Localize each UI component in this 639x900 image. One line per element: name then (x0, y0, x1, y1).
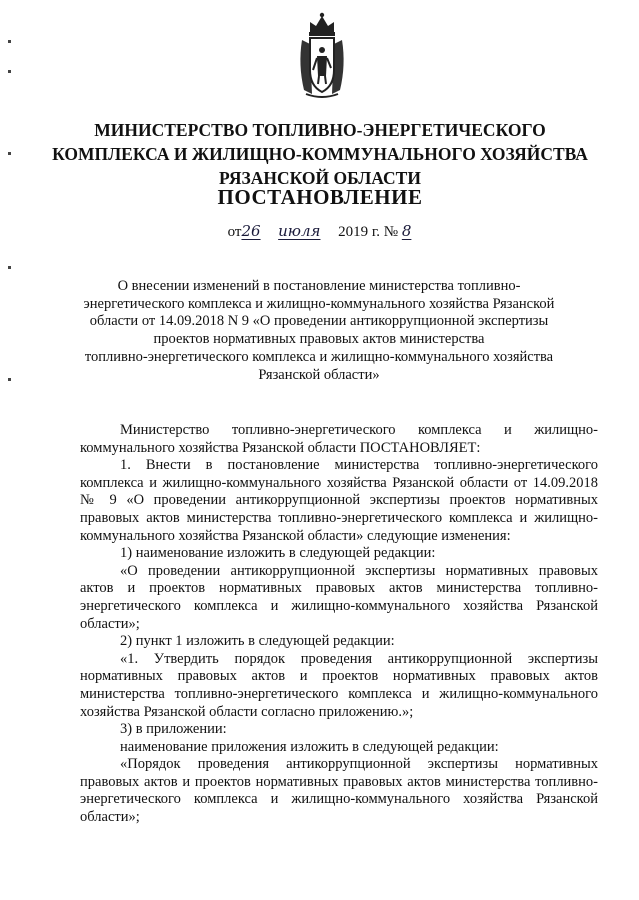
body-paragraph: 1. Внести в постановление министерства топливно-энергетического комплекса и жилищно-коммунального хозяйства Рязанской области от 14.09.2018 № 9 «О проведении антикоррупционной экспертизы проектов нормативных правовых актов министерства топливно-энергетического комплекса и жилищно-коммунального хозяйства Рязанской области» следующие изменения: (80, 457, 598, 544)
scan-mark (8, 266, 11, 269)
ministry-line: МИНИСТЕРСТВО ТОПЛИВНО-ЭНЕРГЕТИЧЕСКОГО (94, 120, 546, 140)
document-body (80, 422, 598, 827)
subject-line: энергетического комплекса и жилищно-коммунального хозяйства Рязанской (83, 295, 555, 312)
document-number-handwritten: 8 (401, 222, 412, 240)
date-year-label: 2019 г. № (338, 224, 399, 240)
body-paragraph: «О проведении антикоррупционной экспертизы нормативных правовых актов и проектов нормативных правовых актов министерства топливно-энергетического комплекса и жилищно-коммунального хозяйства Рязанской области»; (80, 562, 598, 632)
date-day-handwritten: 26 (241, 222, 261, 240)
date-number-line (0, 222, 639, 241)
subject-line: области от 14.09.2018 N 9 «О проведении антикоррупционной экспертизы (89, 313, 549, 330)
document-subject (78, 278, 560, 384)
body-paragraph: 2) пункт 1 изложить в следующей редакции: (120, 633, 395, 650)
ministry-line: КОМПЛЕКСА И ЖИЛИЩНО-КОММУНАЛЬНОГО ХОЗЯЙСТВА (52, 144, 588, 164)
scan-mark (8, 378, 11, 381)
body-paragraph: 3) в приложении: (120, 721, 227, 738)
subject-line: топливно-энергетического комплекса и жилищно-коммунального хозяйства (84, 348, 554, 365)
subject-line: Рязанской области» (258, 366, 380, 383)
subject-line: проектов нормативных правовых актов министерства (153, 331, 485, 348)
body-paragraph: 1) наименование изложить в следующей редакции: (120, 545, 436, 562)
date-month-handwritten: июля (278, 222, 321, 240)
body-paragraph: «1. Утвердить порядок проведения антикоррупционной экспертизы нормативных правовых актов и проектов нормативных правовых актов министерства топливно-энергетического комплекса и жилищно-коммунального хозяйства Рязанской области согласно приложению.»; (80, 650, 598, 720)
body-paragraph: наименование приложения изложить в следующей редакции: (120, 738, 499, 755)
scan-mark (8, 70, 11, 73)
document-type-title: ПОСТАНОВЛЕНИЕ (217, 185, 423, 209)
ryazan-coat-of-arms-icon (296, 10, 348, 100)
body-paragraph: Министерство топливно-энергетического комплекса и жилищно-коммунального хозяйства Рязанской области ПОСТАНОВЛЯЕТ: (80, 422, 598, 456)
scan-mark (8, 40, 11, 43)
body-paragraph: «Порядок проведения антикоррупционной экспертизы нормативных правовых актов и проектов нормативных правовых актов министерства топливно-энергетического комплекса и жилищно-коммунального хозяйства Рязанской области»; (80, 756, 598, 826)
ministry-line: РЯЗАНСКОЙ ОБЛАСТИ (219, 168, 421, 188)
subject-line: О внесении изменений в постановление министерства топливно- (117, 278, 521, 294)
ministry-name (40, 118, 600, 190)
scan-mark (8, 152, 11, 155)
date-prefix: от (227, 224, 242, 240)
